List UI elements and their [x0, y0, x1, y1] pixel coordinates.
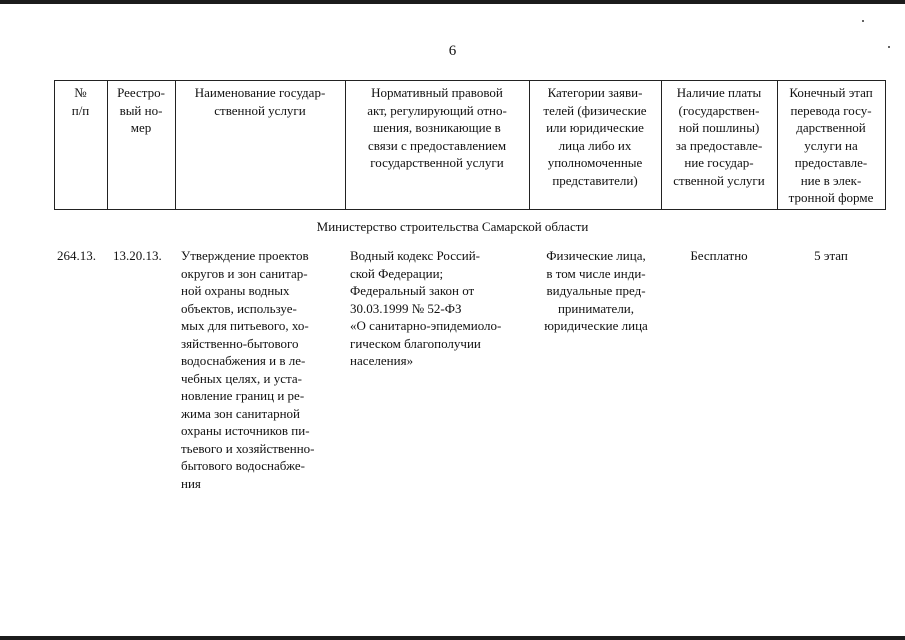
section-title: Министерство строительства Самарской области: [316, 219, 589, 234]
table-header-bottom-border: [54, 209, 886, 210]
page-number: 6: [448, 43, 457, 59]
header-final-stage: [777, 81, 885, 209]
table-header: [54, 81, 885, 209]
header-applicants: [529, 81, 661, 209]
header-service-name: [175, 81, 345, 209]
column-divider: [885, 80, 886, 210]
header-text: Наличие платы (государствен- ной пошлины) за предоставле- ние государ- ственной услуги: [673, 85, 765, 188]
header-text: Наименование государ- ственной услуги: [194, 85, 326, 118]
row-service-name: Утверждение проектов округов и зон санитар- ной охраны водных объектов, используе- мых для питьевого, хо- зяйственно-бытового водоснабжения и в ле- чебных целях, и уста- новление границ и ре- жима зон санитарной охраны источников пи- тьевого и хозяйственно- бытового водоснабже- ния: [181, 248, 315, 491]
header-legal-act: [345, 81, 529, 209]
row-applicants: Физические лица, в том числе инди- видуальные пред- приниматели, юридические лица: [544, 248, 648, 333]
scan-speck: [862, 20, 864, 22]
header-text: Нормативный правовой акт, регулирующий отно- шения, возникающие в связи с предоставлением государственной услуги: [367, 85, 507, 170]
header-fee: [661, 81, 777, 209]
header-number: [54, 81, 107, 209]
header-registry-number: [107, 81, 175, 209]
row-fee: Бесплатно: [690, 248, 748, 263]
header-text: № п/п: [71, 85, 90, 118]
row-number: 264.13.: [57, 248, 96, 263]
header-text: Конечный этап перевода госу- дарственной услуги на предоставле- ние в элек- тронной форме: [788, 85, 874, 205]
row-legal-act: Водный кодекс Россий- ской Федерации; Федеральный закон от 30.03.1999 № 52-ФЗ «О санитарно-эпидемиоло- гическом благополучии населения»: [350, 248, 502, 368]
top-edge: [0, 0, 905, 4]
row-final-stage: 5 этап: [814, 248, 848, 263]
header-text: Категории заяви- телей (физические или юридические лица либо их уполномоченные представители): [543, 85, 647, 188]
bottom-edge: [0, 636, 905, 640]
header-text: Реестро- вый но- мер: [117, 85, 165, 135]
row-registry-number: 13.20.13.: [113, 248, 162, 263]
